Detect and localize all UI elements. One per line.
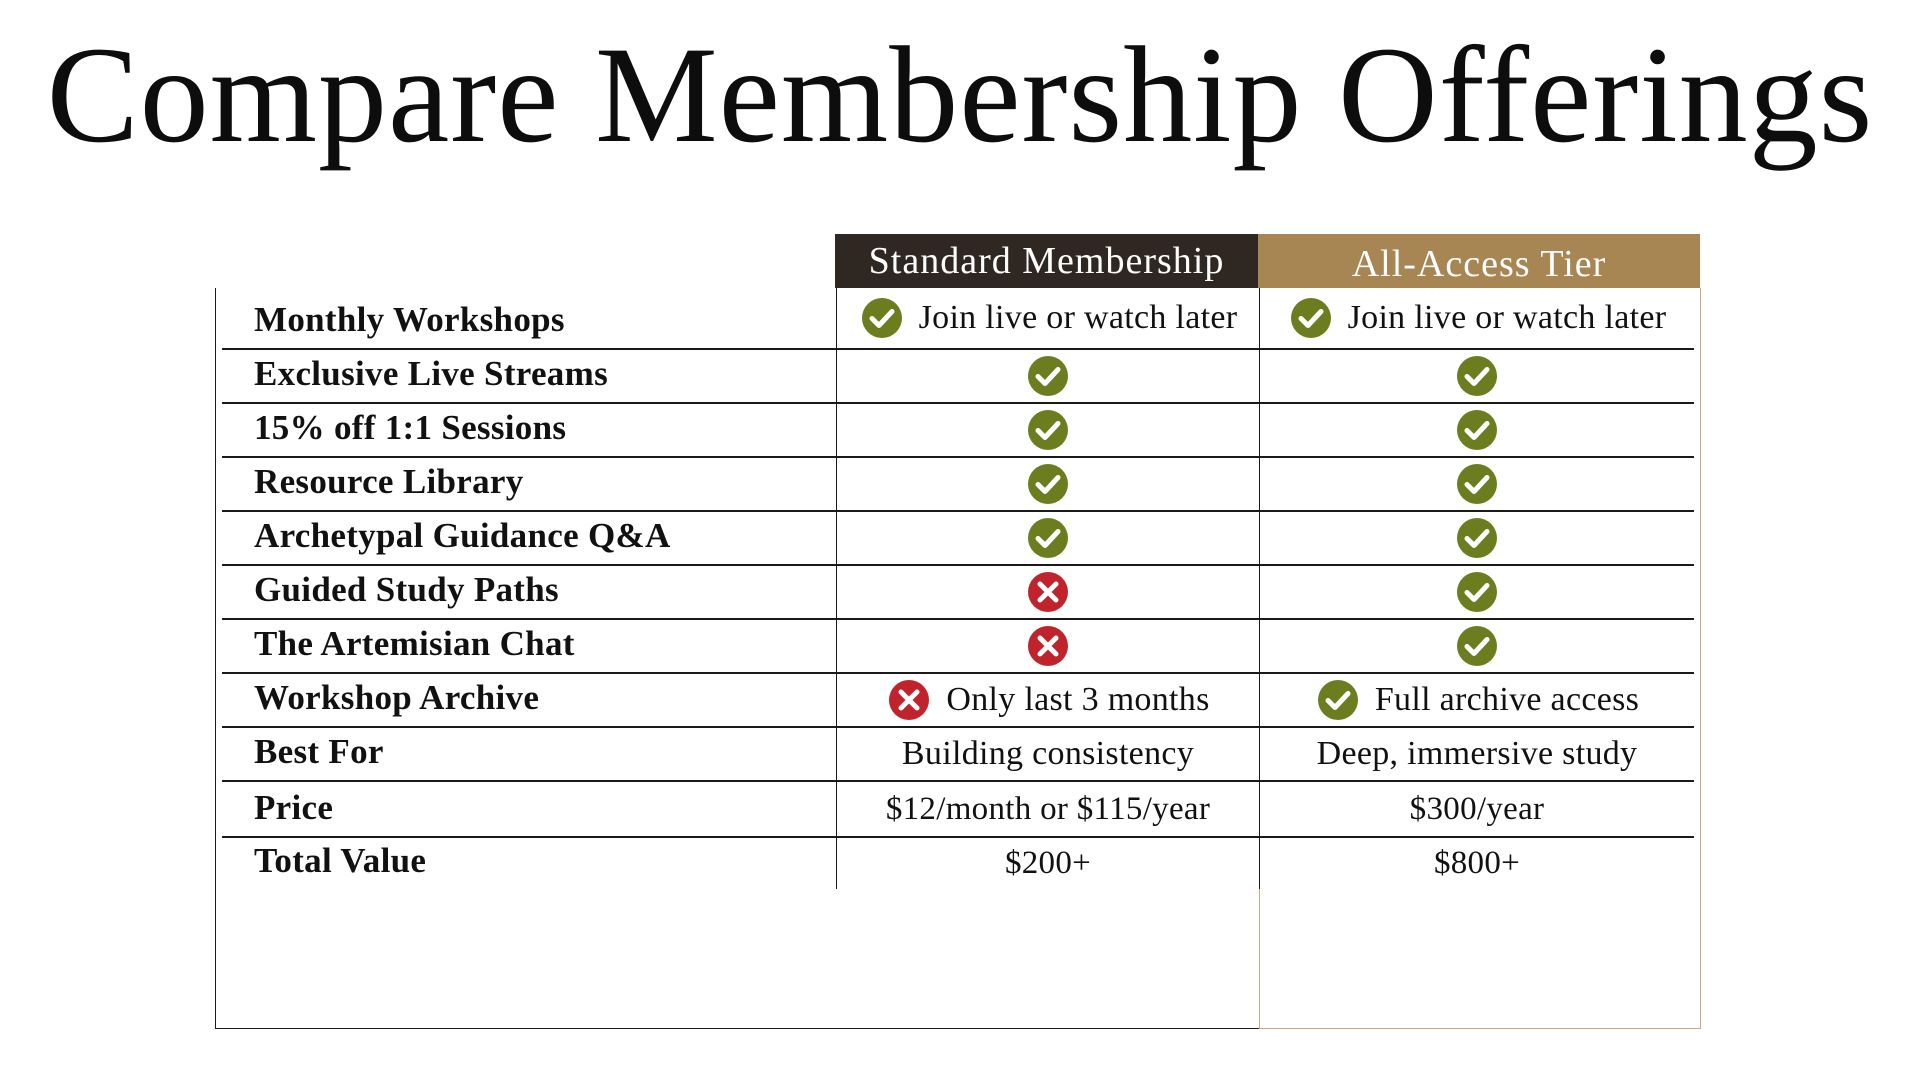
premium-cell <box>1259 674 1694 726</box>
premium-cell-text: $800+ <box>1433 845 1521 881</box>
check-icon <box>1454 623 1500 669</box>
column-header-standard: Standard Membership <box>835 234 1258 288</box>
standard-cell <box>836 728 1259 780</box>
premium-cell-text: Full archive access <box>1374 681 1640 718</box>
row-label: Workshop Archive <box>254 678 540 717</box>
standard-cell <box>836 838 1259 889</box>
table-row <box>222 620 1694 674</box>
check-icon <box>1025 407 1071 453</box>
row-label: Price <box>254 788 334 827</box>
table-row <box>222 566 1694 620</box>
standard-cell <box>836 512 1259 564</box>
premium-cell <box>1259 728 1694 780</box>
row-label: Exclusive Live Streams <box>254 354 608 393</box>
standard-cell <box>836 620 1259 672</box>
row-label: Monthly Workshops <box>254 300 565 339</box>
row-label: Resource Library <box>254 462 524 501</box>
check-icon <box>1288 295 1334 341</box>
standard-cell-text: $200+ <box>1004 845 1092 881</box>
premium-cell <box>1259 350 1694 402</box>
check-icon <box>1454 515 1500 561</box>
standard-cell <box>836 350 1259 402</box>
check-icon <box>1454 569 1500 615</box>
table-row <box>222 350 1694 404</box>
cross-icon <box>1025 623 1071 669</box>
table-row <box>222 288 1694 350</box>
table-row <box>222 512 1694 566</box>
premium-cell <box>1259 458 1694 510</box>
cross-icon <box>1025 569 1071 615</box>
row-label: Best For <box>254 732 384 771</box>
premium-cell <box>1259 288 1694 348</box>
standard-cell <box>836 458 1259 510</box>
standard-cell <box>836 288 1259 348</box>
table-row <box>222 404 1694 458</box>
check-icon <box>1025 353 1071 399</box>
standard-cell <box>836 674 1259 726</box>
premium-cell-text: Deep, immersive study <box>1316 735 1638 772</box>
standard-cell-text: $12/month or $115/year <box>885 790 1211 827</box>
standard-cell-text: Only last 3 months <box>946 681 1210 718</box>
row-label: The Artemisian Chat <box>254 624 575 663</box>
check-icon <box>1315 677 1361 723</box>
standard-cell <box>836 566 1259 618</box>
row-label: Total Value <box>254 841 427 880</box>
premium-cell-text: $300/year <box>1409 790 1545 827</box>
table-row <box>222 838 1694 889</box>
cross-icon <box>886 677 932 723</box>
table-row <box>222 458 1694 512</box>
premium-cell-text: Join live or watch later <box>1347 299 1667 336</box>
check-icon <box>1454 407 1500 453</box>
standard-cell-text: Join live or watch later <box>918 299 1238 336</box>
table-row <box>222 728 1694 782</box>
premium-cell <box>1259 566 1694 618</box>
check-icon <box>1454 353 1500 399</box>
check-icon <box>859 295 905 341</box>
check-icon <box>1454 461 1500 507</box>
premium-cell <box>1259 620 1694 672</box>
row-label: Archetypal Guidance Q&A <box>254 516 671 555</box>
check-icon <box>1025 515 1071 561</box>
standard-cell <box>836 404 1259 456</box>
row-label: 15% off 1:1 Sessions <box>254 408 567 447</box>
column-header-premium: All-Access Tier <box>1258 234 1700 288</box>
premium-cell <box>1259 404 1694 456</box>
premium-cell <box>1259 782 1694 836</box>
table-row <box>222 674 1694 728</box>
comparison-grid <box>215 288 1700 1029</box>
check-icon <box>1025 461 1071 507</box>
standard-cell-text: Building consistency <box>901 735 1195 772</box>
premium-cell <box>1259 512 1694 564</box>
page-title: Compare Membership Offerings <box>46 18 1874 171</box>
premium-cell <box>1259 838 1694 889</box>
row-label: Guided Study Paths <box>254 570 559 609</box>
standard-cell <box>836 782 1259 836</box>
table-row <box>222 782 1694 838</box>
